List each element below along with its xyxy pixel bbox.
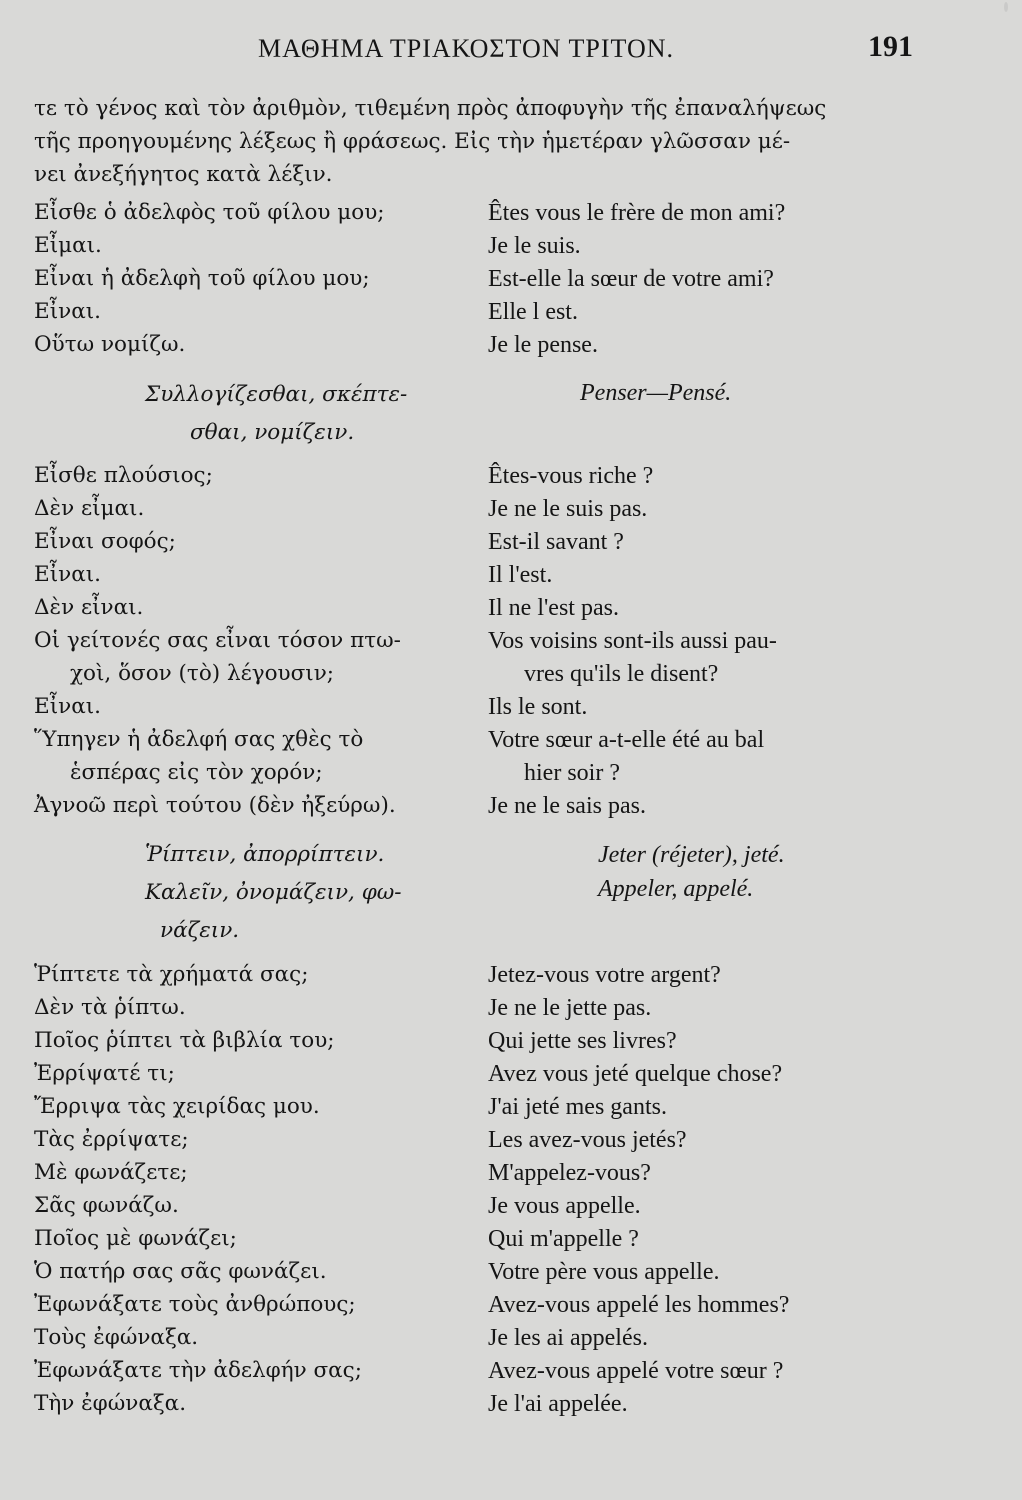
french-sentence: Je ne le suis pas. bbox=[488, 496, 648, 522]
exercise-row bbox=[0, 1325, 1022, 1359]
paper-speck bbox=[1004, 2, 1008, 12]
french-sentence: Il l'est. bbox=[488, 562, 553, 588]
exercise-row bbox=[0, 595, 1022, 629]
page-header bbox=[0, 30, 1022, 74]
french-sentence: Elle l est. bbox=[488, 299, 578, 325]
exercise-row bbox=[0, 529, 1022, 563]
french-sentence: J'ai jeté mes gants. bbox=[488, 1094, 667, 1120]
french-sentence: Je ne le sais pas. bbox=[488, 793, 646, 819]
french-vocab-heading: Appeler, appelé. bbox=[598, 876, 754, 902]
french-sentence: Est-elle la sœur de votre ami? bbox=[488, 266, 774, 292]
exercise-row bbox=[0, 727, 1022, 761]
greek-sentence: Ἀγνοῶ περὶ τούτου (δὲν ἠξεύρω). bbox=[34, 793, 396, 818]
french-sentence: Je vous appelle. bbox=[488, 1193, 641, 1219]
greek-sentence: Εἶσθε ὁ ἀδελφὸς τοῦ φίλου μου; bbox=[34, 200, 385, 225]
greek-sentence: Δὲν εἶναι. bbox=[34, 595, 144, 620]
french-sentence: Les avez-vous jetés? bbox=[488, 1127, 687, 1153]
greek-sentence: Ποῖος μὲ φωνάζει; bbox=[34, 1226, 237, 1251]
greek-sentence: Οὕτω νομίζω. bbox=[34, 332, 186, 357]
exercise-row bbox=[0, 496, 1022, 530]
french-sentence: Ils le sont. bbox=[488, 694, 588, 720]
greek-vocab-heading: σθαι, νομίζειν. bbox=[190, 420, 355, 445]
french-sentence: Qui jette ses livres? bbox=[488, 1028, 677, 1054]
french-sentence: Je l'ai appelée. bbox=[488, 1391, 628, 1417]
intro-line: τῆς προηγουμένης λέξεως ἢ φράσεως. Εἰς τὴν ἡμετέραν γλῶσσαν μέ- bbox=[34, 129, 791, 154]
exercise-row bbox=[0, 1028, 1022, 1062]
exercise-row bbox=[0, 1061, 1022, 1095]
french-sentence: Jetez-vous votre argent? bbox=[488, 962, 721, 988]
greek-sentence: Ποῖος ῥίπτει τὰ βιβλία του; bbox=[34, 1028, 335, 1053]
greek-sentence: Ἐφωνάξατε τοὺς ἀνθρώπους; bbox=[34, 1292, 356, 1317]
french-sentence: Est-il savant ? bbox=[488, 529, 624, 555]
french-sentence: Avez-vous appelé les hommes? bbox=[488, 1292, 790, 1318]
french-sentence: Il ne l'est pas. bbox=[488, 595, 619, 621]
greek-sentence: Εἶμαι. bbox=[34, 233, 102, 258]
greek-sentence: Εἶναι ἡ ἀδελφὴ τοῦ φίλου μου; bbox=[34, 266, 370, 291]
intro-paragraph bbox=[34, 92, 934, 191]
french-vocab-heading: Penser—Pensé. bbox=[580, 380, 732, 406]
greek-sentence: χοὶ, ὅσον (τὸ) λέγουσιν; bbox=[70, 661, 335, 686]
greek-sentence: Μὲ φωνάζετε; bbox=[34, 1160, 188, 1185]
exercise-row bbox=[0, 1094, 1022, 1128]
running-title: ΜΑΘΗΜΑ ΤΡΙΑΚΟΣΤΟΝ ΤΡΙΤΟΝ. bbox=[258, 34, 675, 63]
french-sentence: Je ne le jette pas. bbox=[488, 995, 652, 1021]
exercise-row bbox=[0, 299, 1022, 333]
greek-sentence: Εἶναι. bbox=[34, 694, 101, 719]
exercise-row bbox=[0, 562, 1022, 596]
french-sentence: vres qu'ils le disent? bbox=[524, 661, 719, 687]
exercise-row bbox=[0, 233, 1022, 267]
exercise-row bbox=[0, 661, 1022, 695]
french-sentence: Qui m'appelle ? bbox=[488, 1226, 639, 1252]
greek-sentence: Τὴν ἐφώναξα. bbox=[34, 1391, 187, 1416]
french-sentence: Êtes vous le frère de mon ami? bbox=[488, 200, 786, 226]
greek-vocab-heading: νάζειν. bbox=[160, 918, 240, 943]
french-sentence: Je le suis. bbox=[488, 233, 581, 259]
exercise-row bbox=[0, 463, 1022, 497]
intro-line: νει ἀνεξήγητος κατὰ λέξιν. bbox=[34, 162, 333, 187]
exercise-row bbox=[0, 1292, 1022, 1326]
exercise-row bbox=[0, 760, 1022, 794]
greek-sentence: Δὲν τὰ ῥίπτω. bbox=[34, 995, 186, 1020]
greek-sentence: Ὕπηγεν ἡ ἀδελφή σας χθὲς τὸ bbox=[34, 727, 364, 752]
page-number: 191 bbox=[868, 30, 913, 63]
greek-sentence: Εἶναι. bbox=[34, 299, 101, 324]
french-sentence: Votre sœur a-t-elle été au bal bbox=[488, 727, 765, 753]
greek-vocab-heading: Καλεῖν, ὀνομάζειν, φω- bbox=[145, 880, 402, 905]
greek-vocab-heading: Συλλογίζεσθαι, σκέπτε- bbox=[145, 382, 408, 407]
greek-sentence: Οἱ γείτονές σας εἶναι τόσον πτω- bbox=[34, 628, 401, 653]
greek-sentence: Τοὺς ἐφώναξα. bbox=[34, 1325, 199, 1350]
exercise-row bbox=[0, 995, 1022, 1029]
exercise-row bbox=[0, 1391, 1022, 1425]
greek-sentence: Δὲν εἶμαι. bbox=[34, 496, 145, 521]
greek-sentence: Ἔρριψα τὰς χειρίδας μου. bbox=[34, 1094, 320, 1119]
french-sentence: Votre père vous appelle. bbox=[488, 1259, 720, 1285]
exercise-row bbox=[0, 1358, 1022, 1392]
french-sentence: Vos voisins sont-ils aussi pau- bbox=[488, 628, 777, 654]
intro-line: τε τὸ γένος καὶ τὸν ἀριθμὸν, τιθεμένη πρὸς ἀποφυγὴν τῆς ἐπαναλήψεως bbox=[34, 96, 827, 121]
french-sentence: Avez vous jeté quelque chose? bbox=[488, 1061, 783, 1087]
greek-vocab-heading: Ῥίπτειν, ἀπορρίπτειν. bbox=[145, 842, 385, 867]
french-vocab-heading: Jeter (réjeter), jeté. bbox=[598, 842, 785, 868]
french-sentence: hier soir ? bbox=[524, 760, 620, 786]
greek-sentence: Εἶσθε πλούσιος; bbox=[34, 463, 213, 488]
greek-sentence: ἑσπέρας εἰς τὸν χορόν; bbox=[70, 760, 323, 785]
greek-sentence: Εἶναι σοφός; bbox=[34, 529, 176, 554]
french-sentence: Je le pense. bbox=[488, 332, 598, 358]
exercise-row bbox=[0, 266, 1022, 300]
exercise-row bbox=[0, 1259, 1022, 1293]
exercise-row bbox=[0, 1160, 1022, 1194]
french-sentence: Êtes-vous riche ? bbox=[488, 463, 654, 489]
greek-sentence: Σᾶς φωνάζω. bbox=[34, 1193, 179, 1218]
exercise-row bbox=[0, 1193, 1022, 1227]
greek-sentence: Ὁ πατήρ σας σᾶς φωνάζει. bbox=[34, 1259, 327, 1284]
exercise-row bbox=[0, 962, 1022, 996]
french-sentence: M'appelez-vous? bbox=[488, 1160, 651, 1186]
greek-sentence: Ἐφωνάξατε τὴν ἀδελφήν σας; bbox=[34, 1358, 362, 1383]
exercise-row bbox=[0, 628, 1022, 662]
greek-sentence: Ἐρρίψατέ τι; bbox=[34, 1061, 175, 1086]
exercise-row bbox=[0, 200, 1022, 234]
exercise-row bbox=[0, 1127, 1022, 1161]
greek-sentence: Ῥίπτετε τὰ χρήματά σας; bbox=[34, 962, 309, 987]
exercise-row bbox=[0, 793, 1022, 827]
exercise-row bbox=[0, 1226, 1022, 1260]
exercise-row bbox=[0, 332, 1022, 366]
greek-sentence: Εἶναι. bbox=[34, 562, 101, 587]
greek-sentence: Τὰς ἐρρίψατε; bbox=[34, 1127, 189, 1152]
exercise-row bbox=[0, 694, 1022, 728]
french-sentence: Je les ai appelés. bbox=[488, 1325, 648, 1351]
french-sentence: Avez-vous appelé votre sœur ? bbox=[488, 1358, 784, 1384]
